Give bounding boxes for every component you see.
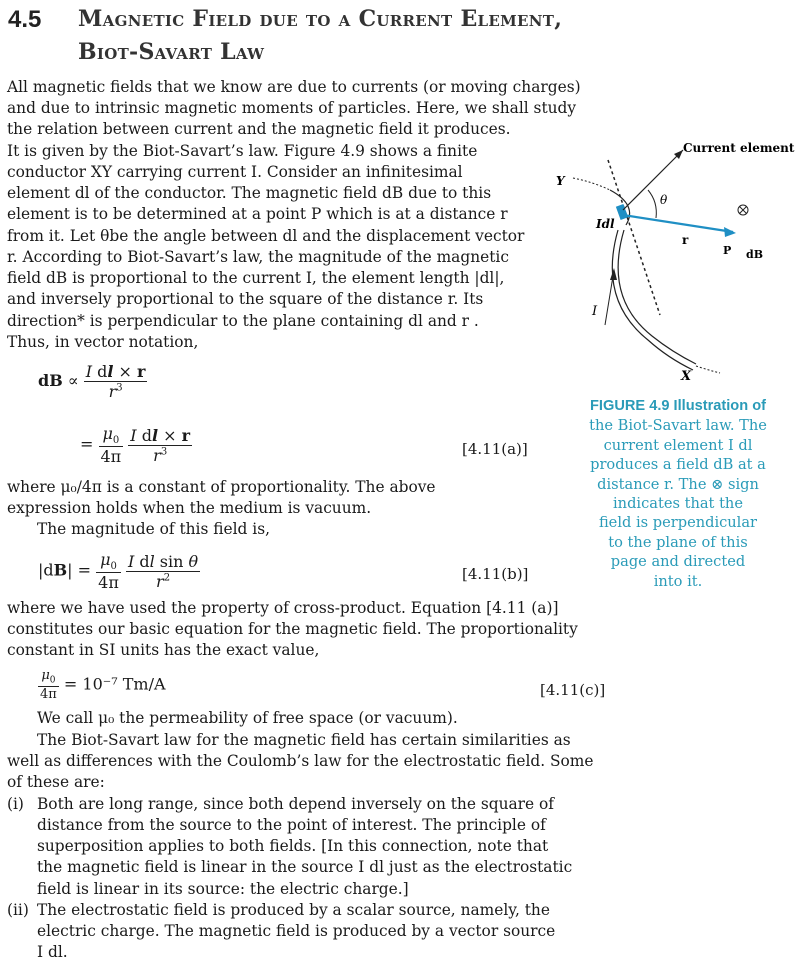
list-line: The electrostatic field is produced by a scalar source, namely, the xyxy=(37,901,550,919)
equation-4-11c: $\frac{\mu_0}{4\pi}$ = 10⁻⁷ Tm/A xyxy=(40,668,166,702)
caption-line: FIGURE 4.9 Illustration of xyxy=(590,398,766,414)
conductor-x-end xyxy=(696,366,720,373)
label-p: P xyxy=(723,244,732,257)
list-line: the magnetic field is linear in the source I dl just as the electrostatic xyxy=(37,858,573,876)
label-db: dB xyxy=(746,248,763,261)
current-element-direction xyxy=(623,150,683,210)
caption-line: distance r. The ⊗ sign xyxy=(597,475,759,493)
section-title-line2: Biot-Savart Law xyxy=(78,39,265,65)
body-line: where μ₀/4π is a constant of proportionality. The above xyxy=(7,478,436,496)
body-line: the relation between current and the magnetic field it produces. xyxy=(7,120,511,138)
r-vector-arrowhead xyxy=(724,227,736,237)
body-line: well as differences with the Coulomb’s law for the electrostatic field. Some xyxy=(7,752,594,770)
conductor-y-end xyxy=(573,178,610,190)
caption-line: produces a field dB at a xyxy=(590,456,766,474)
list-line: superposition applies to both fields. [In this connection, note that xyxy=(37,837,549,855)
biot-savart-figure xyxy=(548,130,803,390)
caption-line: current element I dl xyxy=(603,436,753,454)
equation-proportional: dB ∝ $\frac{\text{I dl × r}}{r^3}$ xyxy=(38,362,146,401)
label-i: I xyxy=(592,304,598,319)
caption-line: indicates that the xyxy=(613,495,743,513)
body-line: Thus, in vector notation, xyxy=(7,333,199,351)
body-line: We call μ₀ the permeability of free space (or vacuum). xyxy=(37,709,458,727)
body-line: of these are: xyxy=(7,773,105,791)
body-line: The Biot-Savart law for the magnetic field has certain similarities as xyxy=(37,731,571,749)
body-line: and due to intrinsic magnetic moments of particles. Here, we shall study xyxy=(7,99,577,117)
list-marker: (i) xyxy=(7,795,24,813)
body-line: expression holds when the medium is vacuum. xyxy=(7,499,372,517)
section-number: 4.5 xyxy=(8,6,42,33)
body-line: element is to be determined at a point P which is at a distance r xyxy=(7,205,508,223)
label-current-element: Current element xyxy=(683,141,795,155)
body-line: element dl of the conductor. The magnetic field dB due to this xyxy=(7,184,492,202)
list-line: I dl. xyxy=(37,943,68,961)
list-line: field is linear in its source: the electric charge.] xyxy=(37,880,409,898)
equation-label-4-11c: [4.11(c)] xyxy=(540,681,606,699)
body-line: where we have used the property of cross-product. Equation [4.11 (a)] xyxy=(7,599,559,617)
equation-label-4-11b: [4.11(b)] xyxy=(462,565,529,583)
conductor-curve-inner xyxy=(618,230,696,364)
body-line: All magnetic fields that we know are due to currents (or moving charges) xyxy=(7,78,581,96)
body-line: conductor XY carrying current I. Consider an infinitesimal xyxy=(7,163,463,181)
equation-label-4-11a: [4.11(a)] xyxy=(462,440,528,458)
body-line: constitutes our basic equation for the magnetic field. The proportionality xyxy=(7,620,578,638)
label-x: X xyxy=(681,369,692,384)
equation-4-11b: |dB| = $\frac{\mu_0}{4\pi}$ $\frac{\text{I dl sin θ}}{r^2}$ xyxy=(38,550,199,593)
caption-line: field is perpendicular xyxy=(598,514,758,532)
label-idl: Idl xyxy=(596,217,615,231)
body-line: field dB is proportional to the current I, the element length |dl|, xyxy=(7,269,505,287)
body-line: direction* is perpendicular to the plane containing dl and r . xyxy=(7,312,479,330)
body-line: constant in SI units has the exact value, xyxy=(7,641,320,659)
caption-line: the Biot-Savart law. The xyxy=(589,417,767,435)
label-y: Y xyxy=(556,174,565,188)
label-r: r xyxy=(682,233,689,247)
equation-4-11c-rhs: = 10⁻⁷ Tm/A xyxy=(63,674,166,694)
caption-line: page and directed xyxy=(610,553,746,571)
theta-arc xyxy=(648,190,656,218)
section-title-line1: Magnetic Field due to a Current Element, xyxy=(78,6,563,32)
list-line: electric charge. The magnetic field is produced by a vector source xyxy=(37,922,556,940)
caption-line: to the plane of this xyxy=(608,533,748,551)
list-marker: (ii) xyxy=(7,901,29,919)
body-line: It is given by the Biot-Savart’s law. Figure 4.9 shows a finite xyxy=(7,142,478,160)
caption-line: into it. xyxy=(653,572,703,590)
equation-4-11a: = $\frac{\mu_0}{4\pi}$ $\frac{\text{I dl × r}}{r^3}$ xyxy=(80,424,191,467)
body-line: The magnitude of this field is, xyxy=(37,520,271,538)
body-line: from it. Let θbe the angle between dl and the displacement vector xyxy=(7,227,525,245)
figure-caption xyxy=(566,396,790,591)
r-vector xyxy=(623,215,733,232)
list-line: distance from the source to the point of interest. The principle of xyxy=(37,816,546,834)
list-line: Both are long range, since both depend inversely on the square of xyxy=(37,795,555,813)
current-arrowhead xyxy=(610,268,617,280)
label-theta: θ xyxy=(660,193,668,207)
body-line: and inversely proportional to the square of the distance r. Its xyxy=(7,290,484,308)
body-line: r. According to Biot-Savart’s law, the magnitude of the magnetic xyxy=(7,248,509,266)
